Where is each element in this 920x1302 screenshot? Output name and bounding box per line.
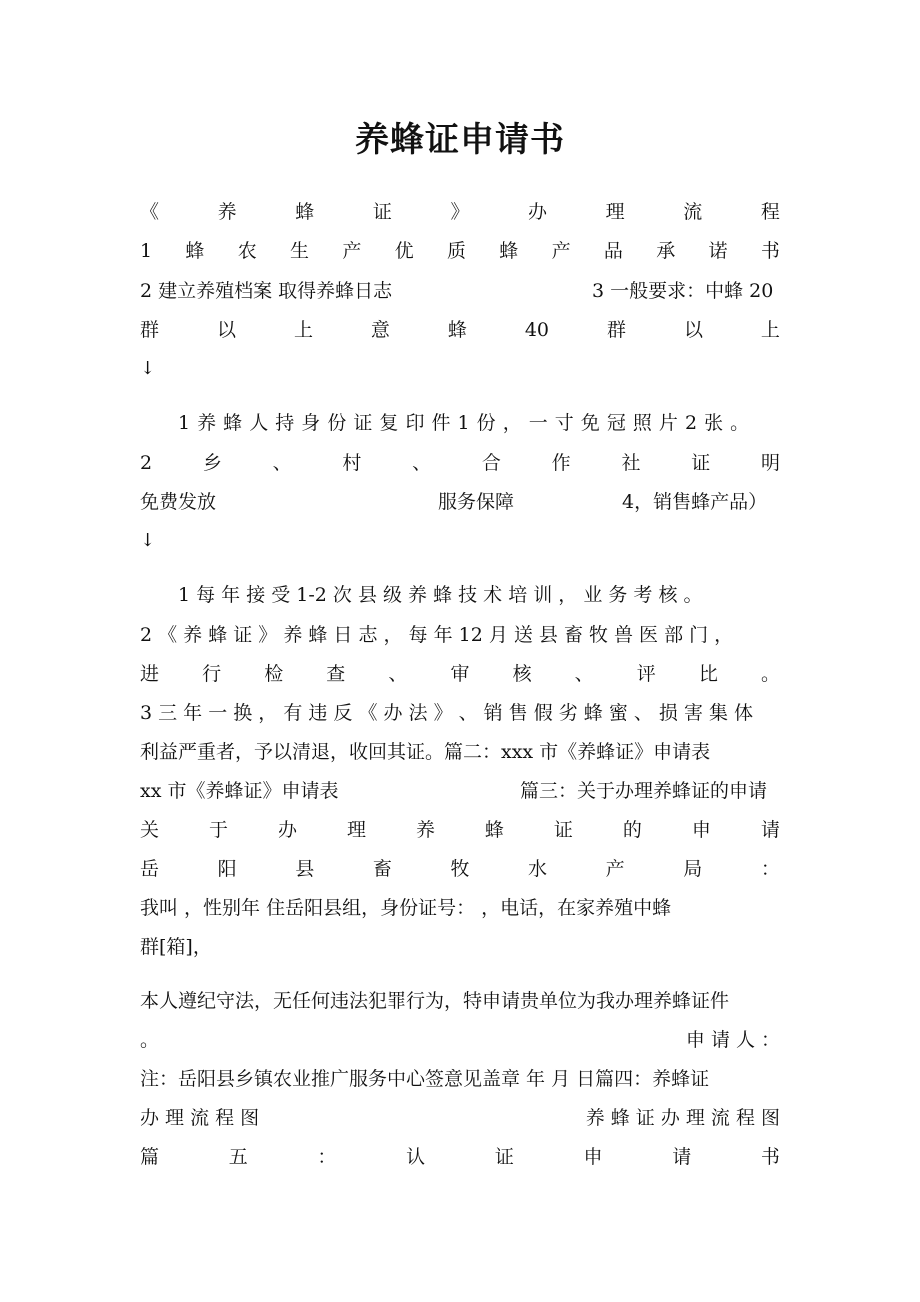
text-token: 审: [450, 663, 470, 685]
text-token: 2: [140, 452, 153, 474]
text-token: 产: [551, 240, 571, 262]
text-token: 畜: [372, 858, 392, 880]
spread-line: [140, 238, 780, 264]
text-token: 认: [406, 1146, 426, 1168]
text-line: 1 每 年 接 受 1-2 次 县 级 养 蜂 技 术 培 训 ， 业 务 考 核 。: [178, 584, 703, 606]
text-token: 产: [605, 858, 625, 880]
text-token: 养: [217, 201, 237, 223]
text-token: 申: [691, 819, 711, 841]
text-line: 群[箱]，: [140, 936, 212, 958]
text-token: 水: [528, 858, 548, 880]
text-token: 局: [683, 858, 703, 880]
text-token: 理: [605, 201, 625, 223]
spread-line: [140, 317, 780, 343]
spread-line: [140, 450, 780, 476]
text-line: [140, 1105, 780, 1131]
text-token: ：: [760, 858, 780, 880]
text-token: 行: [202, 663, 222, 685]
text-token: 生: [290, 240, 310, 262]
text-segment: 。: [140, 1029, 160, 1051]
text-token: 1: [140, 240, 153, 262]
text-segment: 办 理 流 程 图: [140, 1107, 260, 1129]
text-token: 请: [760, 819, 780, 841]
text-token: 进: [140, 663, 160, 685]
text-token: 、: [412, 452, 432, 474]
text-line: [140, 278, 780, 304]
text-token: 、: [388, 663, 408, 685]
text-token: 办: [277, 819, 297, 841]
text-token: 、: [574, 663, 594, 685]
text-token: 的: [622, 819, 642, 841]
text-token: 社: [621, 452, 641, 474]
spread-line: [140, 199, 780, 225]
text-segment: 申 请 人 ：: [685, 1029, 780, 1051]
text-token: 请: [672, 1146, 692, 1168]
text-token: 核: [512, 663, 532, 685]
text-token: 。: [760, 663, 780, 685]
text-token: 证: [494, 1146, 514, 1168]
text-line: 本人遵纪守法，无任何违法犯罪行为，特申请贵单位为我办理养蜂证件: [140, 990, 730, 1012]
text-token: 《: [140, 201, 160, 223]
text-token: 40: [524, 319, 550, 341]
text-token: 检: [264, 663, 284, 685]
text-token: 岳: [140, 858, 160, 880]
text-token: 明: [760, 452, 780, 474]
text-line: 利益严重者，予以清退，收回其证。篇二：xxx 市《养蜂证》申请表: [140, 741, 711, 763]
down-arrow-icon: ↓: [140, 530, 156, 551]
text-token: 作: [551, 452, 571, 474]
text-token: 申: [583, 1146, 603, 1168]
text-token: 质: [446, 240, 466, 262]
text-segment: 养 蜂 证 办 理 流 程 图: [585, 1107, 780, 1129]
text-token: 乡: [202, 452, 222, 474]
text-token: 以: [216, 319, 236, 341]
down-arrow-icon: ↓: [140, 358, 156, 379]
text-token: 书: [760, 240, 780, 262]
text-token: 意: [370, 319, 390, 341]
text-token: 》: [450, 201, 470, 223]
text-line: 2 《 养 蜂 证 》 养 蜂 日 志 ， 每 年 12 月 送 县 畜 牧 兽 医 部 门 ，: [140, 624, 734, 646]
text-line: 1 养 蜂 人 持 身 份 证 复 印 件 1 份 ， 一 寸 免 冠 照 片 2 张 。: [178, 412, 750, 434]
text-token: ：: [317, 1146, 337, 1168]
text-token: 产: [342, 240, 362, 262]
text-token: 品: [603, 240, 623, 262]
spread-line: [140, 661, 780, 687]
text-token: 阳: [217, 858, 237, 880]
text-segment: 篇三：关于办理养蜂证的申请: [520, 780, 768, 802]
text-token: 流: [683, 201, 703, 223]
text-token: 办: [528, 201, 548, 223]
text-line: [140, 1027, 780, 1053]
text-line: 注：岳阳县乡镇农业推广服务中心签意见盖章 年 月 日篇四：养蜂证: [140, 1068, 710, 1090]
text-segment: 4，销售蜂产品）: [622, 491, 768, 513]
text-token: 诺: [708, 240, 728, 262]
text-token: 五: [228, 1146, 248, 1168]
text-segment: 免费发放: [140, 491, 217, 513]
text-token: 篇: [140, 1146, 160, 1168]
text-token: 蜂: [499, 240, 519, 262]
text-token: 承: [656, 240, 676, 262]
page-title: 养蜂证申请书: [355, 120, 565, 160]
text-token: 证: [372, 201, 392, 223]
text-token: 牧: [450, 858, 470, 880]
text-token: 查: [326, 663, 346, 685]
text-segment: 2 建立养殖档案 取得养蜂日志: [140, 280, 393, 302]
text-token: 证: [553, 819, 573, 841]
text-segment: xx 市《养蜂证》申请表: [140, 780, 339, 802]
text-token: 村: [342, 452, 362, 474]
text-line: [140, 778, 780, 804]
text-token: 蜂: [185, 240, 205, 262]
text-token: 蜂: [295, 201, 315, 223]
text-token: 上: [760, 319, 780, 341]
text-token: 农: [237, 240, 257, 262]
text-token: 蜂: [447, 319, 467, 341]
text-token: 证: [691, 452, 711, 474]
text-token: 群: [140, 319, 160, 341]
text-token: 关: [140, 819, 160, 841]
text-token: 养: [415, 819, 435, 841]
text-line: [140, 489, 780, 515]
text-token: 县: [295, 858, 315, 880]
text-token: 比: [698, 663, 718, 685]
text-token: 理: [346, 819, 366, 841]
spread-line: [140, 856, 780, 882]
text-token: 蜂: [484, 819, 504, 841]
text-line: 3 三 年 一 换 ， 有 违 反 《 办 法 》 、 销 售 假 劣 蜂 蜜 、 损 害 集 体: [140, 702, 754, 724]
text-token: 群: [606, 319, 626, 341]
text-segment: 3 一般要求：中蜂 20: [592, 280, 774, 302]
text-segment: 服务保障: [438, 491, 515, 513]
spread-line: [140, 817, 780, 843]
text-token: 评: [636, 663, 656, 685]
text-token: 优: [394, 240, 414, 262]
text-token: 、: [272, 452, 292, 474]
text-token: 于: [208, 819, 228, 841]
text-token: 书: [760, 1146, 780, 1168]
text-token: 合: [481, 452, 501, 474]
text-token: 上: [293, 319, 313, 341]
spread-line: [140, 1144, 780, 1170]
text-token: 以: [683, 319, 703, 341]
text-line: 我叫 ，性别年 住岳阳县组，身份证号： ，电话，在家养殖中蜂: [140, 897, 672, 919]
text-token: 程: [760, 201, 780, 223]
